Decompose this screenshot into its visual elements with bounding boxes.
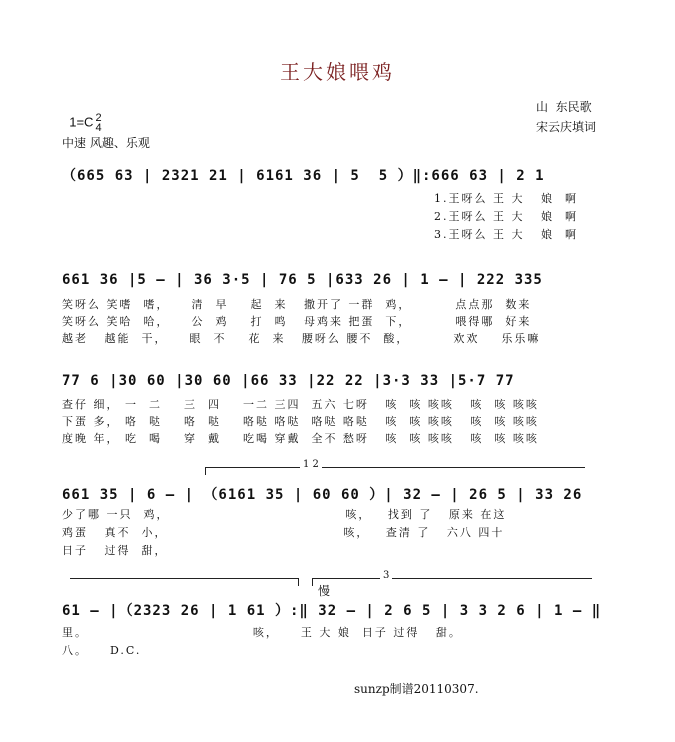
notation-row-3: 77 6 |30 60 |30 60 |66 33 |22 22 |3·3 33 |5·7 77 (62, 373, 515, 389)
origin-label: 山 东民歌 (536, 100, 592, 114)
lyric-row-4-verse-1: 少了哪 一只 鸡， 咳， 找到 了 原来 在这 (62, 508, 507, 521)
lyric-row-1-verse-2: 2.王呀么 王 大 娘 啊 (434, 210, 578, 223)
tempo-change-slow: 慢 (318, 584, 331, 598)
lyric-row-5-verse-1: 里。 咳， 王 大 娘 日子 过得 甜。 (62, 626, 462, 639)
key-signature (62, 98, 102, 133)
time-sig-top: 2 (95, 112, 102, 124)
footer-credit: sunzp制谱20110307. (354, 682, 479, 696)
volta-bracket-1-2 (205, 467, 585, 468)
key-label: 1=C (69, 114, 94, 130)
lyric-row-5-verse-2: 八。 D.C. (62, 644, 142, 657)
lyric-row-2-verse-3: 越老 越能 干， 眼 不 花 来 腰呀么 腰不 酸， 欢欢 乐乐嘛 (62, 332, 541, 345)
lyric-row-2-verse-1: 笑呀么 笑嗜 嗜， 清 早 起 来 撒开了 一群 鸡， 点点那 数来 (62, 298, 532, 311)
volta-label-3: 3 (380, 570, 392, 581)
lyric-row-1-verse-1: 1.王呀么 王 大 娘 啊 (434, 192, 578, 205)
lyric-row-3-verse-3: 度晚 年， 吃 喝 穿 戴 吃喝 穿戴 全不 愁呀 咳 咳 咳咳 咳 咳 咳咳 (62, 432, 539, 445)
lyric-row-1-verse-3: 3.王呀么 王 大 娘 啊 (434, 228, 578, 241)
time-signature (95, 113, 101, 133)
volta-bracket-start (205, 467, 206, 475)
lyric-row-3-verse-1: 查仔 细， 一 二 三 四 一二 三四 五六 七呀 咳 咳 咳咳 咳 咳 咳咳 (62, 398, 539, 411)
volta-bracket-3-start (312, 578, 313, 586)
volta-bracket-ending-1-end (298, 578, 299, 586)
lyricist-label: 宋云庆填词 (536, 120, 597, 134)
tempo-marking: 中速 风趣、乐观 (62, 136, 150, 150)
notation-row-2: 661 36 |5 – | 36 3·5 | 76 5 |633 26 | 1 – | 222 335 (62, 272, 543, 288)
song-title: 王大娘喂鸡 (280, 60, 395, 84)
volta-bracket-ending-1 (70, 578, 298, 579)
lyric-row-4-verse-2: 鸡蛋 真不 小， 咳， 查清 了 六八 四十 (62, 526, 505, 539)
lyric-row-2-verse-2: 笑呀么 笑哈 哈， 公 鸡 打 鸣 母鸡来 把蛋 下， 喂得哪 好来 (62, 315, 532, 328)
lyric-row-4-verse-3: 日子 过得 甜， (62, 544, 168, 557)
notation-row-5: 61 – |（2323 26 | 1 61 ）:‖ 32 – | 2 6 5 | 3 3 2 6 | 1 – ‖ (62, 603, 602, 619)
time-sig-bottom: 4 (95, 122, 102, 134)
volta-label-1-2: 1 2 (300, 459, 322, 470)
lyric-row-3-verse-2: 下蛋 多， 咯 哒 咯 哒 咯哒 咯哒 咯哒 咯哒 咳 咳 咳咳 咳 咳 咳咳 (62, 415, 539, 428)
notation-row-4: 661 35 | 6 – | （6161 35 | 60 60 ）| 32 – | 26 5 | 33 26 (62, 487, 583, 503)
notation-row-1: （665 63 | 2321 21 | 6161 36 | 5 5 ）‖:666 63 | 2 1 (62, 168, 545, 184)
volta-bracket-3 (312, 578, 592, 579)
